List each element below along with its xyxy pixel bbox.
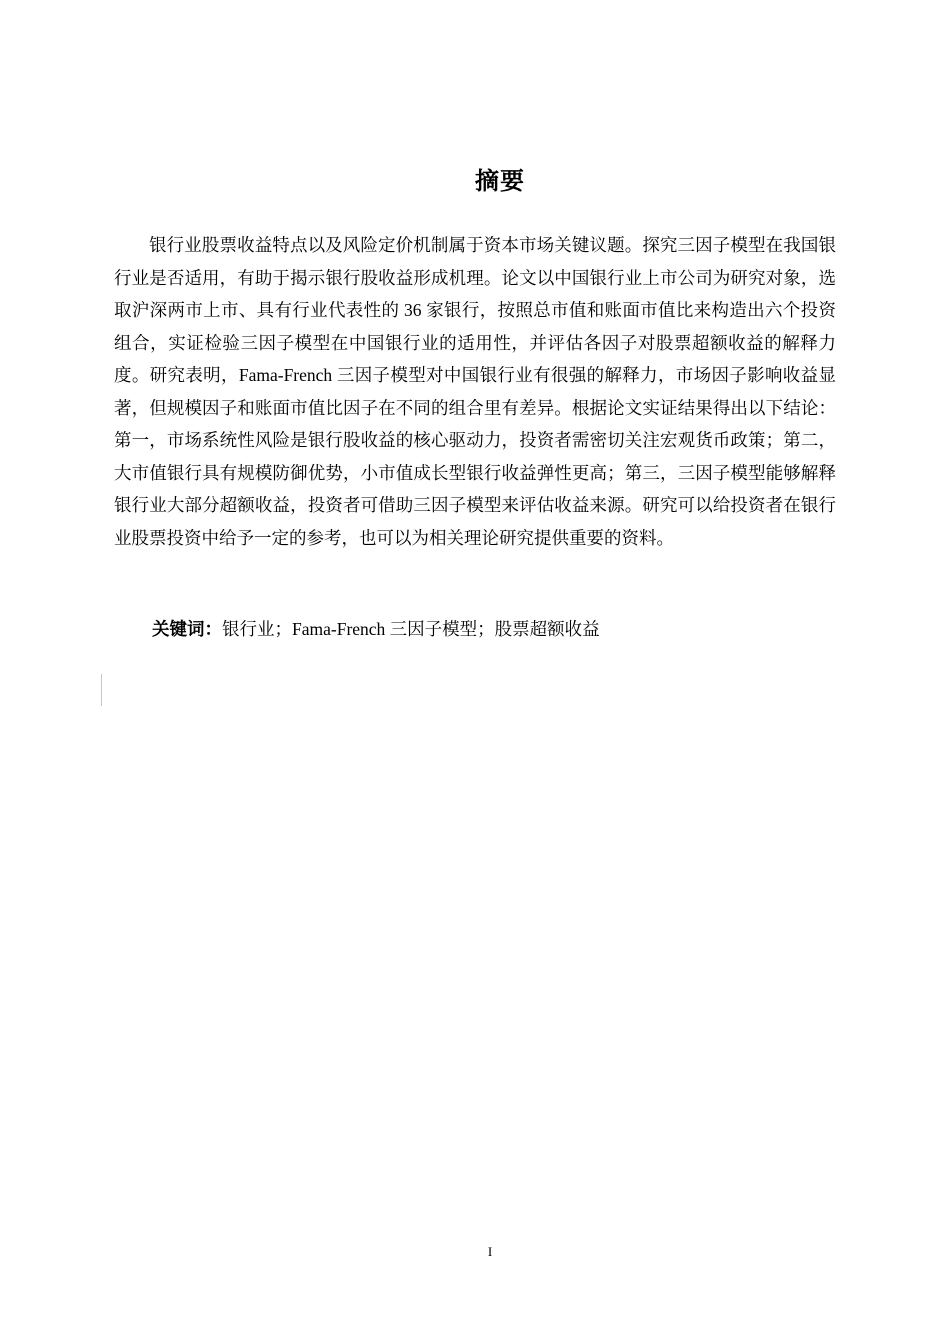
text-cursor-marker — [101, 674, 102, 706]
abstract-title: 摘要 — [475, 167, 525, 195]
keywords-label: 关键词： — [152, 620, 222, 640]
keywords-line — [152, 615, 600, 644]
page-number: I — [487, 1244, 493, 1259]
keywords-text: 银行业；Fama-French 三因子模型；股票超额收益 — [222, 619, 600, 639]
abstract-body: 银行业股票收益特点以及风险定价机制属于资本市场关键议题。探究三因子模型在我国银行业是否适用，有助于揭示银行股收益形成机理。论文以中国银行业上市公司为研究对象，选取沪深两市上市、具有行业代表性的 36 家银行，按照总市值和账面市值比来构造出六个投资组合，实证检验三因子模型在中国银行业的适用性，并评估各因子对股票超额收益的解释力度。研究表明，Fama-French 三因子模型对中国银行业有很强的解释力，市场因子影响收益显著，但规模因子和账面市值比因子在不同的组合里有差异。根据论文实证结果得出以下结论：第一，市场系统性风险是银行股收益的核心驱动力，投资者需密切关注宏观货币政策；第二，大市值银行具有规模防御优势，小市值成长型银行收益弹性更高；第三，三因子模型能够解释银行业大部分超额收益，投资者可借助三因子模型来评估收益来源。研究可以给投资者在银行业股票投资中给予一定的参考，也可以为相关理论研究提供重要的资料。 — [114, 235, 836, 548]
